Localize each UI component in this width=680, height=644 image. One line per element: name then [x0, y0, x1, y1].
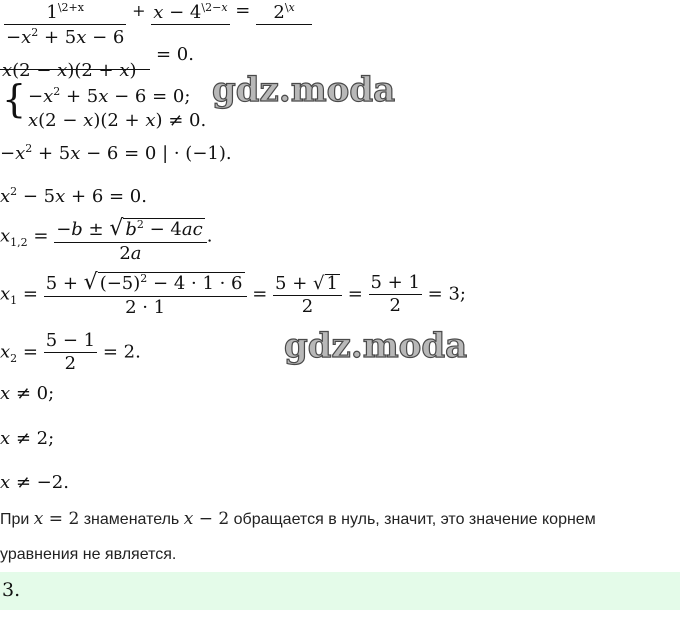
system-eq-1: $-x^2 + 5x - 6 = 0$;: [28, 85, 191, 107]
system-brace: {: [2, 77, 27, 121]
equation-line-5: $x^2 - 5x + 6 = 0$.: [0, 185, 147, 207]
root-x1: $x_1$ = $\frac{5 + √ (-5)^2 - 4 \cdot 1 \cdot 6}{2 \cdot 1}$ = $\frac{5 + √ 1}{2}$ = $\frac{5 + 1}{2}$ = 3;: [0, 270, 466, 318]
explanation-line-1: При x = 2 знаменатель x − 2 обращается в нуль, значит, это значение корнем: [0, 509, 596, 529]
answer-number: 3.: [2, 579, 21, 601]
system-eq-2: x(2 − x)(2 + x) ≠ 0.: [28, 110, 207, 131]
constraint-1: x ≠ 0;: [0, 383, 55, 404]
root-x2: $x_2$ = $\frac{5 - 1}{2}$ = 2.: [0, 330, 141, 374]
watermark-logo: gdz.moda: [284, 326, 468, 366]
equation-line-4: $-x^2 + 5x - 6 = 0$ | · (−1).: [0, 142, 232, 164]
equation-line-2-den: x(2 − x)(2 + x): [2, 60, 137, 81]
equation-line-1: $\frac{1^{\backslash 2+x}}{-x^2 + 5x - 6}$ + $x - 4^{\backslash 2-x}$ = $2^{\backslash x}$: [4, 2, 312, 47]
watermark-logo: gdz.moda: [212, 70, 396, 110]
quadratic-formula: $x_{1,2}$ = $\frac{-b \pm √ b^2 - 4ac}{2a}$ .: [0, 216, 213, 264]
constraint-2: x ≠ 2;: [0, 428, 55, 449]
answer-box: [0, 572, 680, 610]
explanation-line-2: уравнения не является.: [0, 546, 177, 563]
equation-line-2-rhs: = 0.: [156, 44, 194, 65]
constraint-3: x ≠ −2.: [0, 472, 69, 493]
